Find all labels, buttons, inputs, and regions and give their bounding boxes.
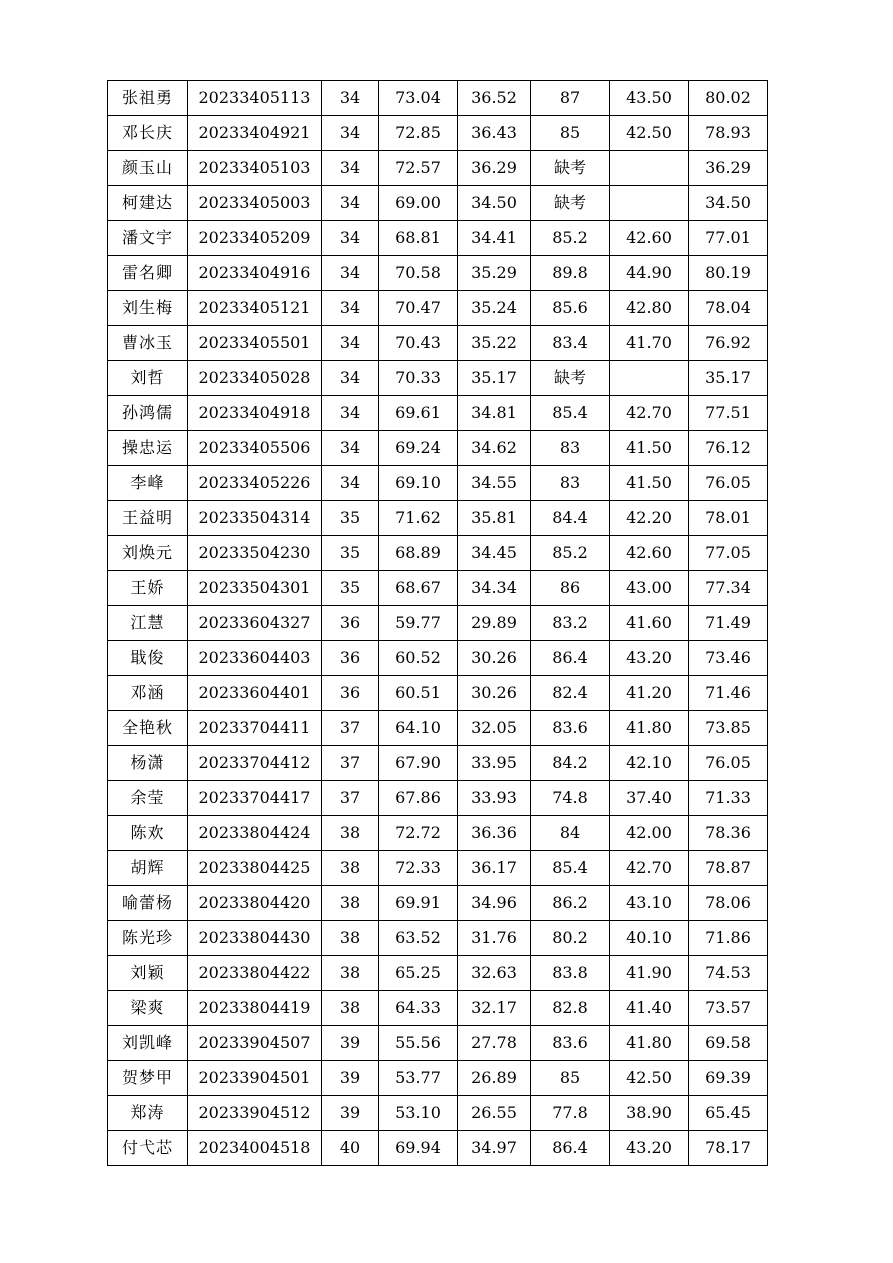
written-score-cell: 71.62	[379, 501, 458, 536]
interview-score-cell: 84.2	[531, 746, 610, 781]
name-cell: 柯建达	[108, 186, 188, 221]
name-cell: 孙鸿儒	[108, 396, 188, 431]
exam-id-cell: 20233804420	[188, 886, 322, 921]
name-cell: 刘颖	[108, 956, 188, 991]
table-row	[108, 886, 768, 921]
name-cell: 杨潇	[108, 746, 188, 781]
exam-id-cell: 20233504230	[188, 536, 322, 571]
name-cell: 陈欢	[108, 816, 188, 851]
interview-weighted-cell: 41.50	[610, 431, 689, 466]
position-code-cell: 35	[322, 501, 379, 536]
name-cell: 戢俊	[108, 641, 188, 676]
interview-weighted-cell: 44.90	[610, 256, 689, 291]
name-cell: 李峰	[108, 466, 188, 501]
written-score-cell: 72.33	[379, 851, 458, 886]
table-row	[108, 466, 768, 501]
total-score-cell: 34.50	[689, 186, 768, 221]
position-code-cell: 36	[322, 641, 379, 676]
interview-weighted-cell: 43.10	[610, 886, 689, 921]
name-cell: 王益明	[108, 501, 188, 536]
interview-weighted-cell: 43.20	[610, 641, 689, 676]
interview-score-cell: 缺考	[531, 151, 610, 186]
total-score-cell: 78.87	[689, 851, 768, 886]
exam-id-cell: 20233405501	[188, 326, 322, 361]
exam-id-cell: 20233904507	[188, 1026, 322, 1061]
total-score-cell: 78.17	[689, 1131, 768, 1166]
interview-score-cell: 83.6	[531, 1026, 610, 1061]
interview-score-cell: 85	[531, 116, 610, 151]
name-cell: 邓涵	[108, 676, 188, 711]
table-row	[108, 606, 768, 641]
interview-weighted-cell: 41.80	[610, 1026, 689, 1061]
name-cell: 喻蕾杨	[108, 886, 188, 921]
written-weighted-cell: 35.24	[458, 291, 531, 326]
written-score-cell: 60.51	[379, 676, 458, 711]
exam-id-cell: 20234004518	[188, 1131, 322, 1166]
total-score-cell: 77.51	[689, 396, 768, 431]
interview-weighted-cell: 42.20	[610, 501, 689, 536]
exam-id-cell: 20233404916	[188, 256, 322, 291]
interview-score-cell: 83.4	[531, 326, 610, 361]
written-weighted-cell: 26.55	[458, 1096, 531, 1131]
written-score-cell: 53.77	[379, 1061, 458, 1096]
position-code-cell: 34	[322, 431, 379, 466]
interview-weighted-cell: 37.40	[610, 781, 689, 816]
exam-id-cell: 20233405028	[188, 361, 322, 396]
interview-score-cell: 83	[531, 466, 610, 501]
written-weighted-cell: 35.81	[458, 501, 531, 536]
written-weighted-cell: 36.17	[458, 851, 531, 886]
table-row	[108, 81, 768, 116]
interview-weighted-cell: 42.80	[610, 291, 689, 326]
name-cell: 邓长庆	[108, 116, 188, 151]
exam-id-cell: 20233405506	[188, 431, 322, 466]
interview-weighted-cell: 41.80	[610, 711, 689, 746]
interview-weighted-cell: 41.90	[610, 956, 689, 991]
position-code-cell: 34	[322, 256, 379, 291]
position-code-cell: 35	[322, 536, 379, 571]
total-score-cell: 35.17	[689, 361, 768, 396]
name-cell: 曹冰玉	[108, 326, 188, 361]
written-score-cell: 70.47	[379, 291, 458, 326]
exam-id-cell: 20233604403	[188, 641, 322, 676]
position-code-cell: 38	[322, 886, 379, 921]
position-code-cell: 40	[322, 1131, 379, 1166]
name-cell: 胡辉	[108, 851, 188, 886]
written-weighted-cell: 32.17	[458, 991, 531, 1026]
table-row	[108, 1096, 768, 1131]
interview-score-cell: 80.2	[531, 921, 610, 956]
name-cell: 江慧	[108, 606, 188, 641]
table-row	[108, 291, 768, 326]
exam-id-cell: 20233405113	[188, 81, 322, 116]
name-cell: 付弋芯	[108, 1131, 188, 1166]
name-cell: 刘生梅	[108, 291, 188, 326]
written-score-cell: 55.56	[379, 1026, 458, 1061]
interview-weighted-cell: 42.00	[610, 816, 689, 851]
interview-score-cell: 86.2	[531, 886, 610, 921]
interview-weighted-cell	[610, 361, 689, 396]
total-score-cell: 80.02	[689, 81, 768, 116]
table-row	[108, 1026, 768, 1061]
table-row	[108, 256, 768, 291]
exam-id-cell: 20233405121	[188, 291, 322, 326]
written-weighted-cell: 34.34	[458, 571, 531, 606]
written-score-cell: 68.89	[379, 536, 458, 571]
name-cell: 潘文宇	[108, 221, 188, 256]
written-weighted-cell: 29.89	[458, 606, 531, 641]
table-row	[108, 816, 768, 851]
position-code-cell: 36	[322, 606, 379, 641]
name-cell: 颜玉山	[108, 151, 188, 186]
written-score-cell: 63.52	[379, 921, 458, 956]
interview-weighted-cell: 42.60	[610, 221, 689, 256]
written-score-cell: 70.43	[379, 326, 458, 361]
interview-score-cell: 缺考	[531, 361, 610, 396]
interview-score-cell: 86.4	[531, 1131, 610, 1166]
exam-id-cell: 20233804425	[188, 851, 322, 886]
score-table	[107, 80, 768, 1166]
total-score-cell: 76.05	[689, 746, 768, 781]
position-code-cell: 35	[322, 571, 379, 606]
position-code-cell: 34	[322, 151, 379, 186]
position-code-cell: 36	[322, 676, 379, 711]
written-weighted-cell: 34.81	[458, 396, 531, 431]
interview-score-cell: 缺考	[531, 186, 610, 221]
interview-score-cell: 82.4	[531, 676, 610, 711]
position-code-cell: 39	[322, 1096, 379, 1131]
interview-score-cell: 85.4	[531, 851, 610, 886]
interview-score-cell: 85.4	[531, 396, 610, 431]
written-weighted-cell: 36.36	[458, 816, 531, 851]
total-score-cell: 71.49	[689, 606, 768, 641]
written-score-cell: 68.67	[379, 571, 458, 606]
written-weighted-cell: 33.93	[458, 781, 531, 816]
table-row	[108, 921, 768, 956]
total-score-cell: 74.53	[689, 956, 768, 991]
written-weighted-cell: 30.26	[458, 641, 531, 676]
position-code-cell: 37	[322, 746, 379, 781]
total-score-cell: 78.01	[689, 501, 768, 536]
table-row	[108, 396, 768, 431]
interview-score-cell: 77.8	[531, 1096, 610, 1131]
written-score-cell: 72.57	[379, 151, 458, 186]
interview-score-cell: 84	[531, 816, 610, 851]
interview-score-cell: 74.8	[531, 781, 610, 816]
interview-score-cell: 87	[531, 81, 610, 116]
table-row	[108, 676, 768, 711]
table-row	[108, 641, 768, 676]
interview-weighted-cell: 41.70	[610, 326, 689, 361]
written-score-cell: 69.94	[379, 1131, 458, 1166]
written-score-cell: 59.77	[379, 606, 458, 641]
table-row	[108, 711, 768, 746]
interview-weighted-cell: 41.20	[610, 676, 689, 711]
table-row	[108, 781, 768, 816]
written-score-cell: 69.10	[379, 466, 458, 501]
exam-id-cell: 20233704417	[188, 781, 322, 816]
table-row	[108, 536, 768, 571]
total-score-cell: 71.33	[689, 781, 768, 816]
name-cell: 郑涛	[108, 1096, 188, 1131]
written-weighted-cell: 34.41	[458, 221, 531, 256]
position-code-cell: 34	[322, 221, 379, 256]
written-weighted-cell: 35.17	[458, 361, 531, 396]
written-score-cell: 65.25	[379, 956, 458, 991]
interview-weighted-cell: 41.40	[610, 991, 689, 1026]
written-weighted-cell: 34.97	[458, 1131, 531, 1166]
name-cell: 陈光珍	[108, 921, 188, 956]
name-cell: 刘凯峰	[108, 1026, 188, 1061]
name-cell: 全艳秋	[108, 711, 188, 746]
name-cell: 余莹	[108, 781, 188, 816]
written-score-cell: 68.81	[379, 221, 458, 256]
name-cell: 刘哲	[108, 361, 188, 396]
written-score-cell: 67.90	[379, 746, 458, 781]
name-cell: 梁爽	[108, 991, 188, 1026]
written-weighted-cell: 34.50	[458, 186, 531, 221]
table-row	[108, 431, 768, 466]
table-row	[108, 851, 768, 886]
written-score-cell: 72.72	[379, 816, 458, 851]
total-score-cell: 73.57	[689, 991, 768, 1026]
position-code-cell: 34	[322, 81, 379, 116]
total-score-cell: 76.05	[689, 466, 768, 501]
position-code-cell: 34	[322, 186, 379, 221]
interview-score-cell: 83.6	[531, 711, 610, 746]
interview-score-cell: 86.4	[531, 641, 610, 676]
position-code-cell: 38	[322, 956, 379, 991]
interview-weighted-cell: 43.20	[610, 1131, 689, 1166]
position-code-cell: 34	[322, 361, 379, 396]
total-score-cell: 78.93	[689, 116, 768, 151]
interview-weighted-cell	[610, 186, 689, 221]
interview-weighted-cell	[610, 151, 689, 186]
interview-weighted-cell: 43.50	[610, 81, 689, 116]
name-cell: 贺梦甲	[108, 1061, 188, 1096]
exam-id-cell: 20233405209	[188, 221, 322, 256]
interview-weighted-cell: 43.00	[610, 571, 689, 606]
written-score-cell: 69.91	[379, 886, 458, 921]
interview-score-cell: 86	[531, 571, 610, 606]
interview-score-cell: 83	[531, 431, 610, 466]
written-score-cell: 64.33	[379, 991, 458, 1026]
interview-score-cell: 85	[531, 1061, 610, 1096]
position-code-cell: 38	[322, 991, 379, 1026]
position-code-cell: 38	[322, 851, 379, 886]
total-score-cell: 71.86	[689, 921, 768, 956]
written-weighted-cell: 26.89	[458, 1061, 531, 1096]
table-row	[108, 361, 768, 396]
position-code-cell: 34	[322, 116, 379, 151]
total-score-cell: 76.12	[689, 431, 768, 466]
exam-id-cell: 20233704411	[188, 711, 322, 746]
written-weighted-cell: 32.05	[458, 711, 531, 746]
total-score-cell: 69.58	[689, 1026, 768, 1061]
interview-weighted-cell: 38.90	[610, 1096, 689, 1131]
table-row	[108, 501, 768, 536]
written-score-cell: 69.61	[379, 396, 458, 431]
written-weighted-cell: 35.22	[458, 326, 531, 361]
table-row	[108, 956, 768, 991]
table-row	[108, 326, 768, 361]
exam-id-cell: 20233904501	[188, 1061, 322, 1096]
position-code-cell: 34	[322, 291, 379, 326]
table-row	[108, 571, 768, 606]
exam-id-cell: 20233604401	[188, 676, 322, 711]
position-code-cell: 34	[322, 396, 379, 431]
interview-weighted-cell: 42.70	[610, 851, 689, 886]
table-row	[108, 1131, 768, 1166]
total-score-cell: 69.39	[689, 1061, 768, 1096]
interview-score-cell: 84.4	[531, 501, 610, 536]
written-score-cell: 64.10	[379, 711, 458, 746]
position-code-cell: 37	[322, 711, 379, 746]
exam-id-cell: 20233405226	[188, 466, 322, 501]
interview-weighted-cell: 42.60	[610, 536, 689, 571]
total-score-cell: 76.92	[689, 326, 768, 361]
total-score-cell: 78.06	[689, 886, 768, 921]
table-row	[108, 991, 768, 1026]
score-table-body	[108, 81, 768, 1166]
interview-score-cell: 85.2	[531, 221, 610, 256]
exam-id-cell: 20233804422	[188, 956, 322, 991]
interview-weighted-cell: 42.10	[610, 746, 689, 781]
total-score-cell: 73.46	[689, 641, 768, 676]
exam-id-cell: 20233804419	[188, 991, 322, 1026]
position-code-cell: 34	[322, 326, 379, 361]
name-cell: 张祖勇	[108, 81, 188, 116]
total-score-cell: 80.19	[689, 256, 768, 291]
written-weighted-cell: 34.55	[458, 466, 531, 501]
written-weighted-cell: 35.29	[458, 256, 531, 291]
written-weighted-cell: 36.52	[458, 81, 531, 116]
table-row	[108, 186, 768, 221]
written-weighted-cell: 30.26	[458, 676, 531, 711]
written-score-cell: 70.33	[379, 361, 458, 396]
written-score-cell: 67.86	[379, 781, 458, 816]
total-score-cell: 78.36	[689, 816, 768, 851]
exam-id-cell: 20233704412	[188, 746, 322, 781]
exam-id-cell: 20233405003	[188, 186, 322, 221]
written-score-cell: 72.85	[379, 116, 458, 151]
interview-weighted-cell: 41.60	[610, 606, 689, 641]
exam-id-cell: 20233804430	[188, 921, 322, 956]
position-code-cell: 37	[322, 781, 379, 816]
table-row	[108, 746, 768, 781]
interview-score-cell: 83.8	[531, 956, 610, 991]
table-row	[108, 116, 768, 151]
name-cell: 王娇	[108, 571, 188, 606]
exam-id-cell: 20233904512	[188, 1096, 322, 1131]
total-score-cell: 78.04	[689, 291, 768, 326]
total-score-cell: 77.34	[689, 571, 768, 606]
written-weighted-cell: 33.95	[458, 746, 531, 781]
total-score-cell: 77.01	[689, 221, 768, 256]
written-score-cell: 70.58	[379, 256, 458, 291]
written-weighted-cell: 34.45	[458, 536, 531, 571]
written-score-cell: 73.04	[379, 81, 458, 116]
total-score-cell: 73.85	[689, 711, 768, 746]
exam-id-cell: 20233405103	[188, 151, 322, 186]
name-cell: 操忠运	[108, 431, 188, 466]
interview-weighted-cell: 42.50	[610, 1061, 689, 1096]
total-score-cell: 77.05	[689, 536, 768, 571]
written-weighted-cell: 27.78	[458, 1026, 531, 1061]
position-code-cell: 38	[322, 816, 379, 851]
table-row	[108, 151, 768, 186]
written-weighted-cell: 36.43	[458, 116, 531, 151]
exam-id-cell: 20233604327	[188, 606, 322, 641]
interview-score-cell: 89.8	[531, 256, 610, 291]
written-weighted-cell: 31.76	[458, 921, 531, 956]
exam-id-cell: 20233504301	[188, 571, 322, 606]
written-weighted-cell: 36.29	[458, 151, 531, 186]
total-score-cell: 36.29	[689, 151, 768, 186]
exam-id-cell: 20233404918	[188, 396, 322, 431]
position-code-cell: 39	[322, 1061, 379, 1096]
interview-weighted-cell: 41.50	[610, 466, 689, 501]
position-code-cell: 38	[322, 921, 379, 956]
exam-id-cell: 20233404921	[188, 116, 322, 151]
written-weighted-cell: 32.63	[458, 956, 531, 991]
total-score-cell: 71.46	[689, 676, 768, 711]
exam-id-cell: 20233504314	[188, 501, 322, 536]
written-weighted-cell: 34.96	[458, 886, 531, 921]
table-row	[108, 221, 768, 256]
interview-score-cell: 85.6	[531, 291, 610, 326]
position-code-cell: 39	[322, 1026, 379, 1061]
written-score-cell: 69.24	[379, 431, 458, 466]
name-cell: 雷名卿	[108, 256, 188, 291]
table-row	[108, 1061, 768, 1096]
written-weighted-cell: 34.62	[458, 431, 531, 466]
exam-id-cell: 20233804424	[188, 816, 322, 851]
interview-score-cell: 82.8	[531, 991, 610, 1026]
total-score-cell: 65.45	[689, 1096, 768, 1131]
name-cell: 刘焕元	[108, 536, 188, 571]
interview-score-cell: 85.2	[531, 536, 610, 571]
interview-weighted-cell: 42.70	[610, 396, 689, 431]
interview-weighted-cell: 42.50	[610, 116, 689, 151]
written-score-cell: 69.00	[379, 186, 458, 221]
interview-score-cell: 83.2	[531, 606, 610, 641]
position-code-cell: 34	[322, 466, 379, 501]
interview-weighted-cell: 40.10	[610, 921, 689, 956]
written-score-cell: 60.52	[379, 641, 458, 676]
written-score-cell: 53.10	[379, 1096, 458, 1131]
